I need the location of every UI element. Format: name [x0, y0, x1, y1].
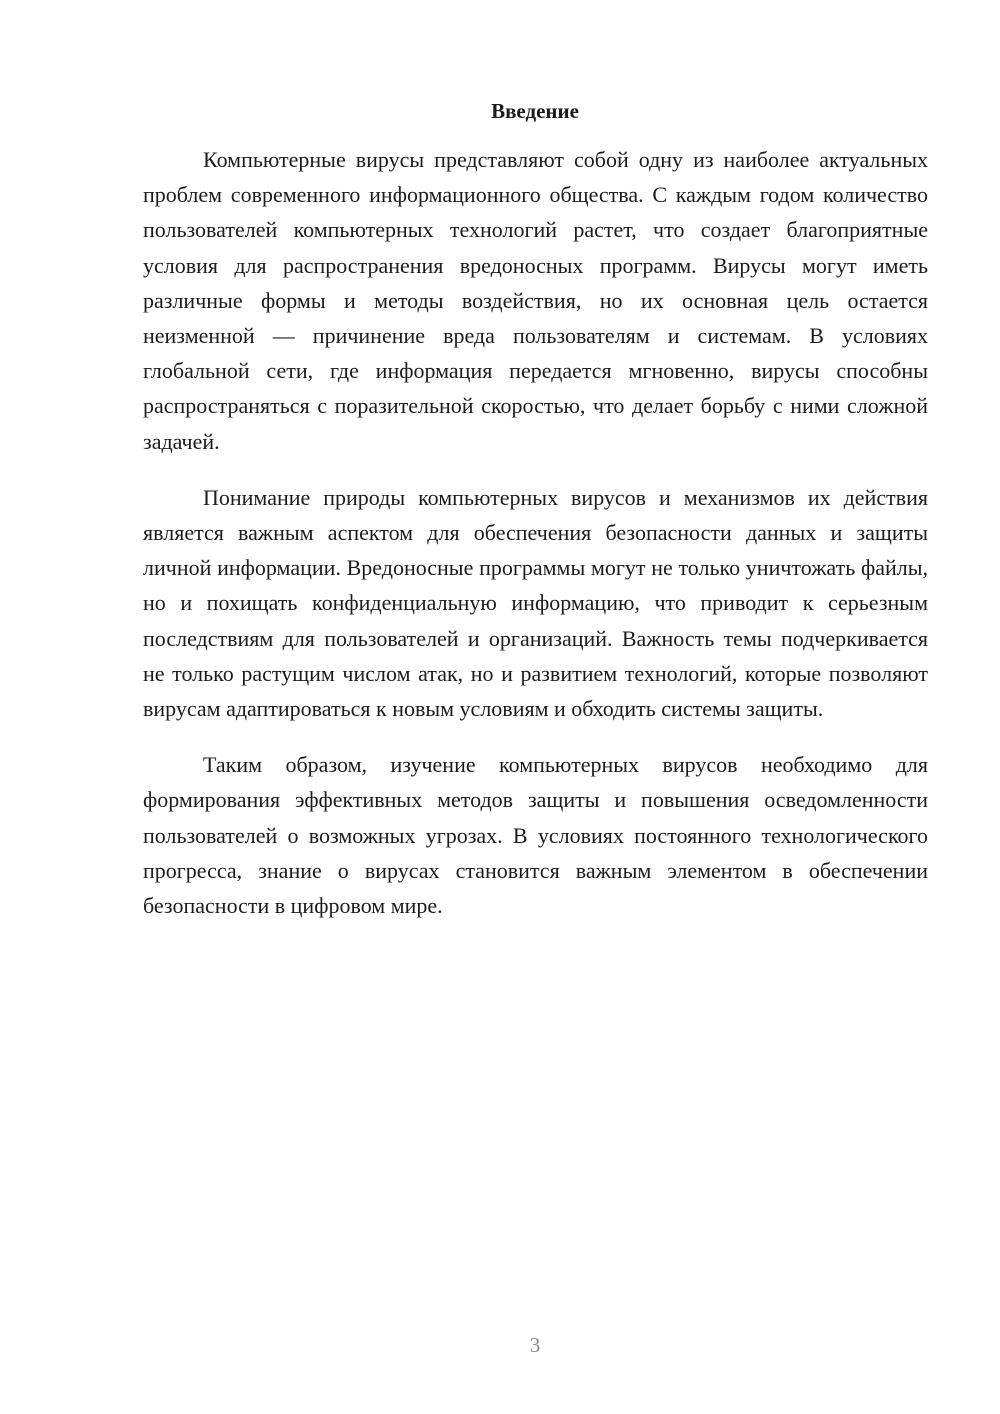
page-number: 3 — [529, 1333, 541, 1357]
paragraph-2: Понимание природы компьютерных вирусов и механизмов их действия является важным аспектом для обеспечения безопасности данных и защиты личной информации. Вредоносные программы могут не только уничтожать файлы, но и похищать конфиденциальную информацию, что приводит к серьезным последствиям для пользователей и организаций. Важность темы подчеркивается не только растущим числом атак, но и развитием технологий, которые позволяют вирусам адаптироваться к новым условиям и обходить системы защиты. — [143, 484, 928, 722]
section-heading: Введение — [491, 99, 579, 123]
body-text — [143, 142, 928, 944]
paragraph-3: Таким образом, изучение компьютерных вирусов необходимо для формирования эффективных методов защиты и повышения осведомленности пользователей о возможных угрозах. В условиях постоянного технологического прогресса, знание о вирусах становится важным элементом в обеспечении безопасности в цифровом мире. — [143, 752, 928, 919]
paragraph-1: Компьютерные вирусы представляют собой одну из наиболее актуальных проблем современного информационного общества. С каждым годом количество пользователей компьютерных технологий растет, что создает благоприятные условия для распространения вредоносных программ. Вирусы могут иметь различные формы и методы воздействия, но их основная цель остается неизменной — причинение вреда пользователям и системам. В условиях глобальной сети, где информация передается мгновенно, вирусы способны распространяться с поразительной скоростью, что делает борьбу с ними сложной задачей. — [143, 147, 928, 454]
